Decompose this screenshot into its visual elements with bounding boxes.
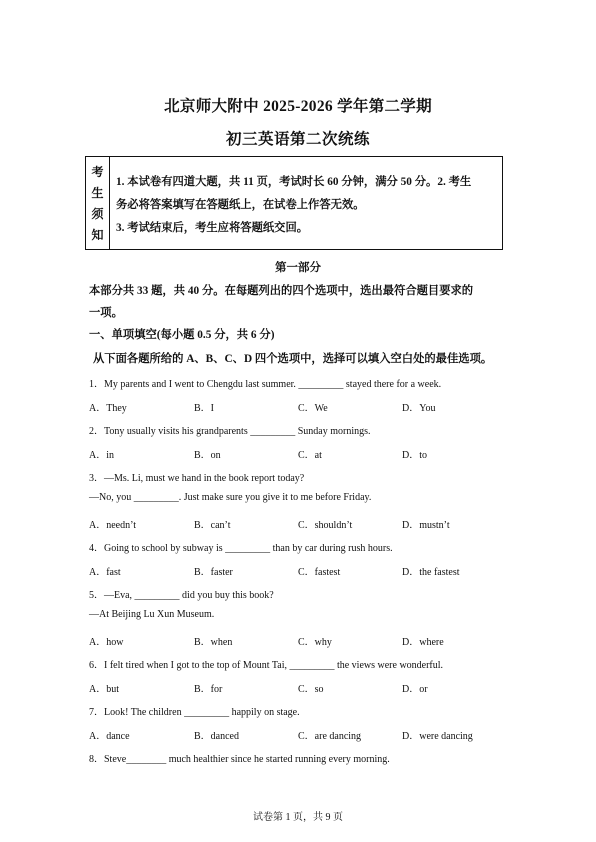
option-d: D．mustn’t	[402, 520, 450, 531]
option-d: D．or	[402, 684, 428, 695]
notice-text	[116, 171, 496, 240]
notice-label-char: 知	[91, 228, 104, 242]
question-options	[89, 446, 509, 460]
option-d: D．where	[402, 637, 444, 648]
question-stem: 2．Tony usually visits his grandparents _________ Sunday mornings.	[89, 426, 371, 437]
option-a: A．how	[89, 637, 124, 648]
option-c: C．shouldn’t	[298, 520, 353, 531]
section-instructions: 从下面各题所给的 A、B、C、D 四个选项中，选择可以填入空白处的最佳选项。	[93, 353, 493, 365]
option-d: D．the fastest	[402, 567, 460, 578]
part-intro-line: 本部分共 33 题，共 40 分。在每题列出的四个选项中，选出最符合题目要求的	[89, 285, 474, 297]
question-options	[89, 680, 509, 694]
option-b: B．on	[194, 450, 221, 461]
part-title: 第一部分	[275, 262, 321, 274]
option-b: B．faster	[194, 567, 233, 578]
option-b: B．danced	[194, 731, 239, 742]
option-d: D．You	[402, 403, 436, 414]
option-c: C．are dancing	[298, 731, 362, 742]
notice-label	[86, 157, 110, 249]
question-stem: 6．I felt tired when I got to the top of Mount Tai, _________ the views were wonderful.	[89, 660, 444, 671]
question-options	[89, 563, 509, 577]
option-d: D．to	[402, 450, 427, 461]
question-stem: 3．—Ms. Li, must we hand in the book report today?	[89, 473, 305, 484]
question-stem: 7．Look! The children _________ happily on stage.	[89, 707, 300, 718]
question-options	[89, 633, 509, 647]
question-stem: 5．—Eva, _________ did you buy this book?	[89, 590, 274, 601]
section-title: 一、单项填空(每小题 0.5 分，共 6 分)	[89, 329, 275, 341]
option-a: A．needn’t	[89, 520, 137, 531]
exam-title-line2: 初三英语第二次统练	[225, 131, 370, 148]
option-b: B．for	[194, 684, 223, 695]
exam-notice-box	[85, 156, 503, 250]
option-a: A．in	[89, 450, 114, 461]
option-d: D．were dancing	[402, 731, 473, 742]
option-b: B．when	[194, 637, 233, 648]
option-a: A．dance	[89, 731, 130, 742]
question-stem: 1．My parents and I went to Chengdu last summer. _________ stayed there for a week.	[89, 379, 442, 390]
option-b: B．can’t	[194, 520, 231, 531]
option-a: A．They	[89, 403, 127, 414]
option-a: A．fast	[89, 567, 121, 578]
option-c: C．at	[298, 450, 322, 461]
notice-label-char: 须	[91, 207, 104, 221]
question-stem: 8．Steve________ much healthier since he started running every morning.	[89, 754, 390, 765]
option-a: A．but	[89, 684, 119, 695]
notice-label-char: 生	[91, 186, 104, 200]
notice-line: 3. 考试结束后，考生应将答题纸交回。	[116, 222, 309, 234]
question-options	[89, 399, 509, 413]
question-stem-reply: —No, you _________. Just make sure you give it to me before Friday.	[89, 492, 372, 503]
part-intro-line: 一项。	[89, 307, 123, 319]
notice-label-char: 考	[91, 165, 104, 179]
option-c: C．why	[298, 637, 332, 648]
exam-title-line1: 北京师大附中 2025-2026 学年第二学期	[164, 98, 432, 115]
question-stem-reply: —At Beijing Lu Xun Museum.	[89, 609, 215, 620]
question-options	[89, 727, 509, 741]
page-footer: 试卷第 1 页，共 9 页	[253, 812, 343, 823]
notice-line: 1. 本试卷有四道大题，共 11 页，考试时长 60 分钟，满分 50 分。2. 考生	[116, 176, 472, 188]
option-c: C．so	[298, 684, 324, 695]
option-c: C．fastest	[298, 567, 341, 578]
part-intro	[89, 280, 509, 324]
option-c: C．We	[298, 403, 328, 414]
question-stem: 4．Going to school by subway is _________ than by car during rush hours.	[89, 543, 393, 554]
notice-line: 务必将答案填写在答题纸上，在试卷上作答无效。	[116, 199, 365, 211]
option-b: B．I	[194, 403, 214, 414]
question-options	[89, 516, 509, 530]
